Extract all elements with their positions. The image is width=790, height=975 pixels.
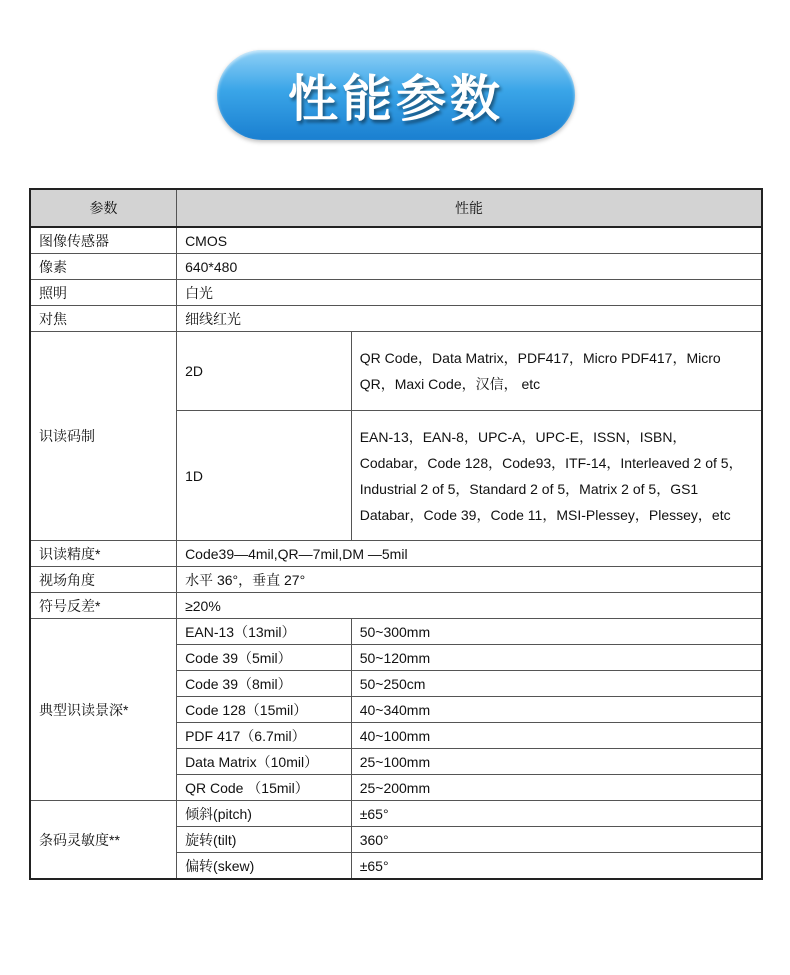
sensitivity-value: ±65°	[351, 853, 762, 880]
dof-code: PDF 417（6.7mil）	[177, 723, 352, 749]
table-row	[30, 332, 762, 411]
sub-value: QR Code，Data Matrix，PDF417，Micro PDF417，Micro QR，Maxi Code，汉信， etc	[351, 332, 762, 411]
row-value: 细线红光	[177, 306, 762, 332]
row-label: 像素	[30, 254, 177, 280]
dof-range: 40~100mm	[351, 723, 762, 749]
page-title: 性能参数	[288, 70, 504, 128]
row-value: 白光	[177, 280, 762, 306]
sensitivity-value: 360°	[351, 827, 762, 853]
table-row	[30, 254, 762, 280]
row-label: 视场角度	[30, 567, 177, 593]
sensitivity-name: 旋转(tilt)	[177, 827, 352, 853]
row-label: 识读码制	[30, 332, 177, 541]
dof-range: 50~120mm	[351, 645, 762, 671]
sensitivity-value: ±65°	[351, 801, 762, 827]
row-label: 图像传感器	[30, 227, 177, 254]
dof-code: Code 128（15mil）	[177, 697, 352, 723]
dof-code: Code 39（8mil）	[177, 671, 352, 697]
row-label: 条码灵敏度**	[30, 801, 177, 880]
dof-range: 25~100mm	[351, 749, 762, 775]
dof-range: 25~200mm	[351, 775, 762, 801]
header-param: 参数	[30, 189, 177, 227]
table-row	[30, 593, 762, 619]
dof-code: EAN-13（13mil）	[177, 619, 352, 645]
table-row	[30, 619, 762, 645]
row-label: 对焦	[30, 306, 177, 332]
row-label: 照明	[30, 280, 177, 306]
sub-label: 1D	[177, 411, 352, 541]
row-value: Code39—4mil,QR—7mil,DM —5mil	[177, 541, 762, 567]
table-row	[30, 306, 762, 332]
dof-range: 50~250cm	[351, 671, 762, 697]
dof-range: 50~300mm	[351, 619, 762, 645]
sub-label: 2D	[177, 332, 352, 411]
sub-value: EAN-13，EAN-8，UPC-A，UPC-E，ISSN，ISBN，Codabar，Code 128，Code93，ITF-14，Interleaved 2 of 5，Industrial 2 of 5，Standard 2 of 5，Matrix 2 of 5，GS1 Databar，Code 39，Code 11，MSI-Plessey，Plessey，etc	[351, 411, 762, 541]
title-banner	[217, 50, 575, 140]
dof-range: 40~340mm	[351, 697, 762, 723]
table-row	[30, 280, 762, 306]
table-row	[30, 567, 762, 593]
row-label: 典型识读景深*	[30, 619, 177, 801]
dof-code: Data Matrix（10mil）	[177, 749, 352, 775]
row-value: ≥20%	[177, 593, 762, 619]
row-label: 识读精度*	[30, 541, 177, 567]
row-value: CMOS	[177, 227, 762, 254]
sensitivity-name: 偏转(skew)	[177, 853, 352, 880]
row-value: 水平 36°，垂直 27°	[177, 567, 762, 593]
table-header-row	[30, 189, 762, 227]
table-row	[30, 541, 762, 567]
table-row	[30, 227, 762, 254]
dof-code: Code 39（5mil）	[177, 645, 352, 671]
header-perf: 性能	[177, 189, 762, 227]
table-row	[30, 801, 762, 827]
sensitivity-name: 倾斜(pitch)	[177, 801, 352, 827]
spec-table	[29, 188, 763, 880]
dof-code: QR Code （15mil）	[177, 775, 352, 801]
row-value: 640*480	[177, 254, 762, 280]
row-label: 符号反差*	[30, 593, 177, 619]
